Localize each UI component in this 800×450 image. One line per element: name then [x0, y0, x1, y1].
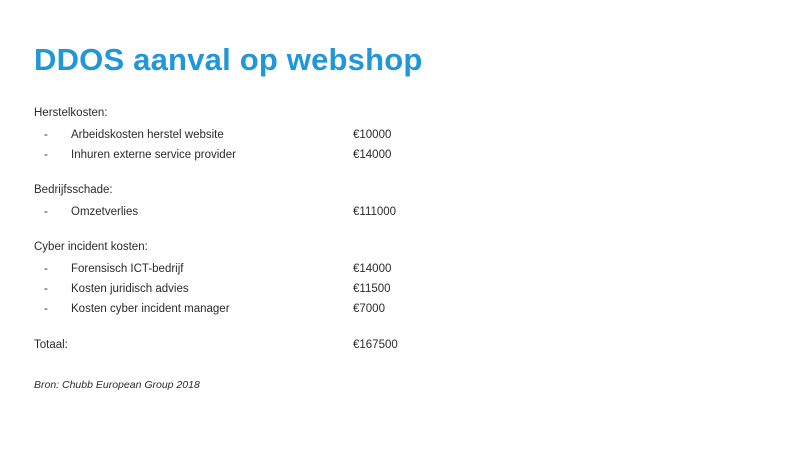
total-row [34, 335, 766, 355]
item-label: Kosten cyber incident manager [71, 303, 230, 315]
list-item [34, 279, 766, 299]
item-amount: €111000 [353, 206, 397, 218]
item-amount: €14000 [353, 149, 392, 161]
item-amount: €10000 [353, 129, 392, 141]
list-item [34, 125, 766, 145]
item-label: Kosten juridisch advies [71, 283, 189, 295]
item-label: Omzetverlies [71, 206, 139, 218]
cost-group [34, 104, 766, 165]
list-item [34, 299, 766, 319]
cost-breakdown [34, 104, 766, 391]
list-item [34, 202, 766, 222]
source-note: Bron: Chubb European Group 2018 [34, 379, 200, 391]
group-header: Cyber incident kosten: [34, 241, 148, 253]
item-label: Inhuren externe service provider [71, 149, 236, 161]
group-header: Herstelkosten: [34, 107, 108, 119]
page-title: DDOS aanval op webshop [34, 42, 423, 77]
group-header: Bedrijfsschade: [34, 184, 113, 196]
list-item [34, 145, 766, 165]
bullet-dash-icon: - [44, 129, 48, 141]
list-item [34, 259, 766, 279]
cost-group [34, 181, 766, 222]
total-label: Totaal: [34, 339, 68, 351]
cost-group [34, 238, 766, 319]
bullet-dash-icon: - [44, 283, 48, 295]
bullet-dash-icon: - [44, 149, 48, 161]
bullet-dash-icon: - [44, 263, 48, 275]
item-label: Forensisch ICT-bedrijf [71, 263, 184, 275]
item-amount: €11500 [353, 283, 391, 295]
bullet-dash-icon: - [44, 303, 48, 315]
item-amount: €14000 [353, 263, 392, 275]
bullet-dash-icon: - [44, 206, 48, 218]
item-label: Arbeidskosten herstel website [71, 129, 224, 141]
total-amount: €167500 [353, 339, 398, 351]
item-amount: €7000 [353, 303, 385, 315]
